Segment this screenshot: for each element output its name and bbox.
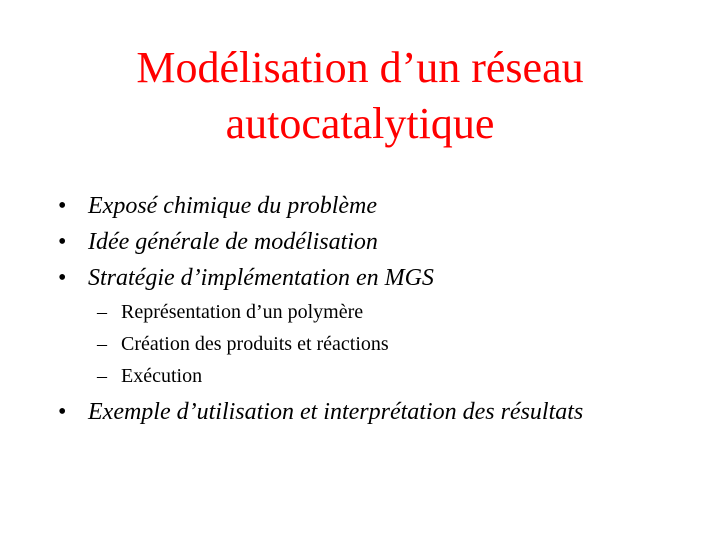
- sub-bullet-text: Représentation d’un polymère: [121, 301, 364, 323]
- bullet-text: Exemple d’utilisation et interprétation des résultats: [88, 399, 584, 425]
- bullet-item: [58, 396, 598, 428]
- bullet-text: Idée générale de modélisation: [88, 229, 378, 255]
- sub-bullet-marker: –: [97, 301, 107, 323]
- sub-bullet-item: [97, 328, 617, 360]
- bullet-text: Exposé chimique du problème: [88, 193, 378, 219]
- sub-bullet-text: Exécution: [121, 365, 203, 387]
- slide-title-line-1: Modélisation d’un réseau: [136, 43, 584, 92]
- bullet-marker: •: [58, 399, 67, 425]
- bullet-item: [58, 226, 618, 258]
- bullet-marker: •: [58, 229, 67, 255]
- sub-bullet-marker: –: [97, 365, 107, 387]
- slide-title-line-2: autocatalytique: [225, 99, 495, 148]
- sub-bullet-item: [97, 296, 617, 328]
- bullet-marker: •: [58, 265, 67, 291]
- sub-bullet-item: [97, 360, 617, 392]
- sub-bullet-marker: –: [97, 333, 107, 355]
- bullet-item: [58, 190, 618, 222]
- bullet-marker: •: [58, 193, 67, 219]
- bullet-item: [58, 262, 618, 294]
- bullet-text: Stratégie d’implémentation en MGS: [88, 265, 434, 291]
- sub-bullet-text: Création des produits et réactions: [121, 333, 389, 355]
